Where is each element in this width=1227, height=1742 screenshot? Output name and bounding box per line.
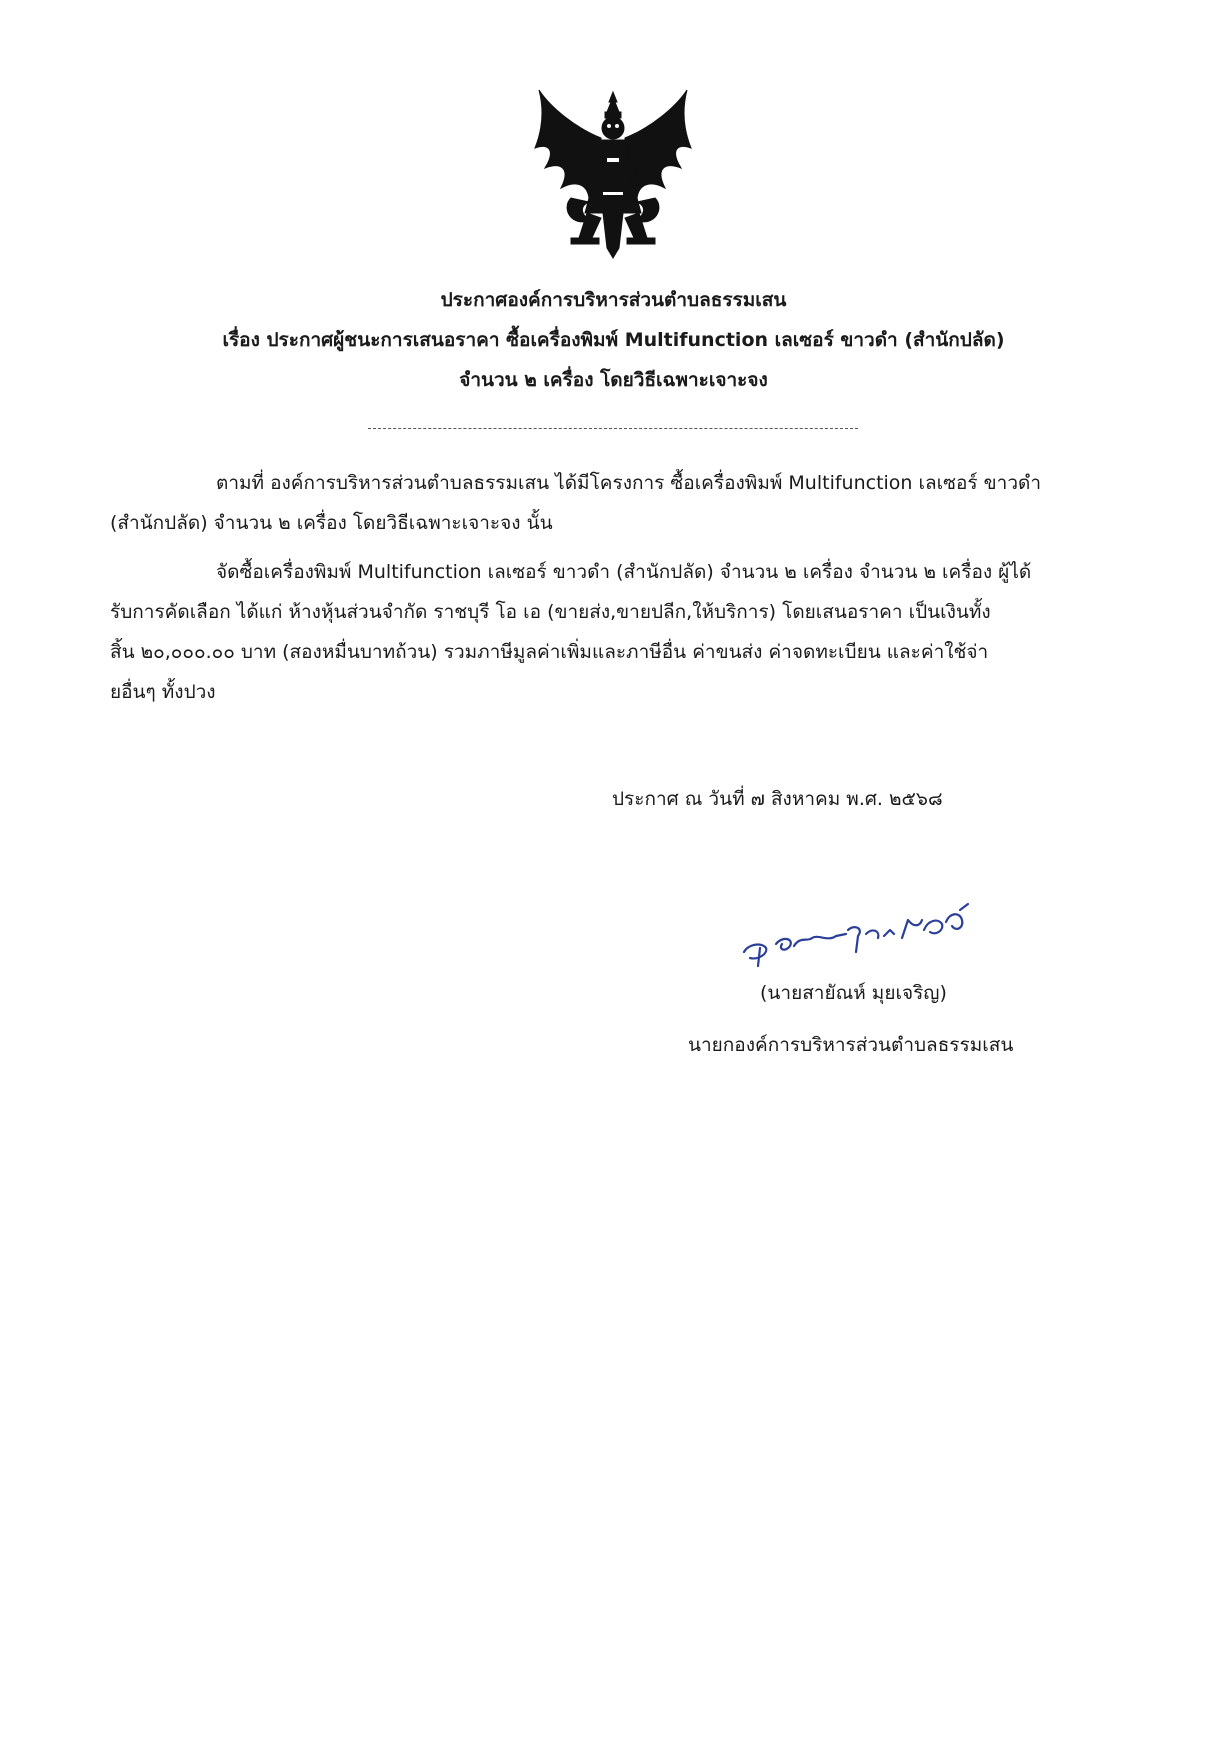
paragraph-1-line-2: (สำนักปลัด) จำนวน ๒ เครื่อง โดยวิธีเฉพาะเจาะจง นั้น [110,512,553,534]
paragraph-2-line-4: ยอื่นๆ ทั้งปวง [110,681,216,703]
subject-title: เรื่อง ประกาศผู้ชนะการเสนอราคา ซื้อเครื่องพิมพ์ Multifunction เลเซอร์ ขาวดำ (สำนักปลัด) [222,329,1005,351]
paragraph-2-line-3: สิ้น ๒๐,๐๐๐.๐๐ บาท (สองหมื่นบาทถ้วน) รวมภาษีมูลค่าเพิ่มและภาษีอื่น ค่าขนส่ง ค่าจดทะเบียน และค่าใช้จ่า [110,641,989,663]
organization-title: ประกาศองค์การบริหารส่วนตำบลธรรมเสน [440,289,787,311]
signer-position: นายกองค์การบริหารส่วนตำบลธรรมเสน [688,1034,1014,1056]
handwritten-signature-icon [738,900,1003,970]
announcement-date: ประกาศ ณ วันที่ ๗ สิงหาคม พ.ศ. ๒๕๖๘ [612,788,943,810]
separator-divider [368,428,858,429]
announcement-header [0,280,1227,400]
quantity-title: จำนวน ๒ เครื่อง โดยวิธีเฉพาะเจาะจง [459,369,768,391]
signer-name: (นายสายัณห์ มุยเจริญ) [760,982,947,1004]
paragraph-2-line-1: จัดซื้อเครื่องพิมพ์ Multifunction เลเซอร์ ขาวดำ (สำนักปลัด) จำนวน ๒ เครื่อง จำนวน ๒ เครื่อง ผู้ได้ [216,561,1032,583]
garuda-emblem-icon [531,88,696,260]
paragraph-2-line-2: รับการคัดเลือก ได้แก่ ห้างหุ้นส่วนจำกัด ราชบุรี โอ เอ (ขายส่ง,ขายปลีก,ให้บริการ) โดยเสนอราคา เป็นเงินทั้ง [110,601,991,623]
paragraph-1-line-1: ตามที่ องค์การบริหารส่วนตำบลธรรมเสน ได้มีโครงการ ซื้อเครื่องพิมพ์ Multifunction เลเซอร์ ขาวดำ [216,472,1042,494]
